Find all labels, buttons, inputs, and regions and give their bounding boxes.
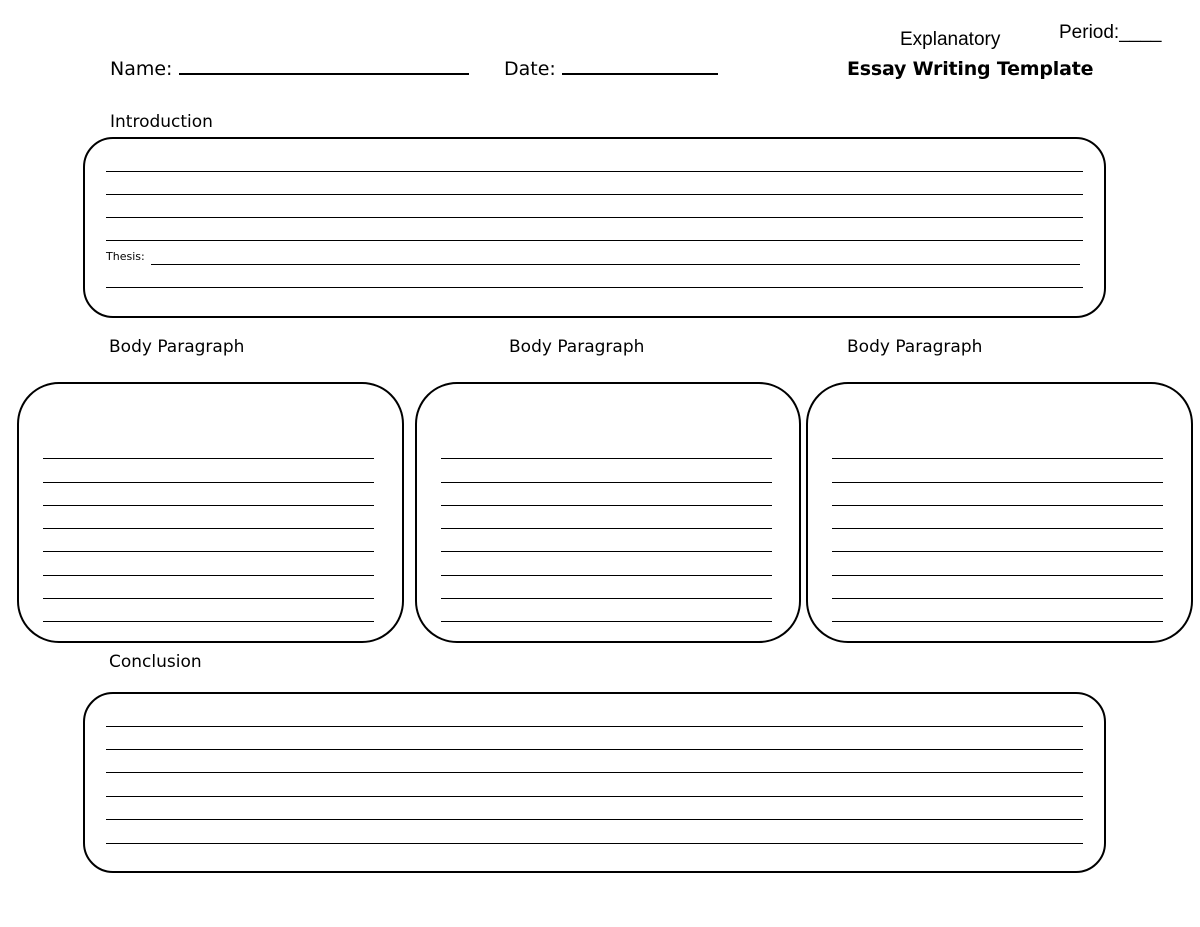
writing-line: [43, 575, 374, 576]
name-field: [110, 58, 469, 80]
body-paragraph-heading-3: Body Paragraph: [847, 337, 983, 357]
essay-type-label: Explanatory: [900, 29, 1001, 50]
writing-line: [106, 194, 1083, 195]
body-paragraph-box-3[interactable]: [806, 382, 1193, 643]
writing-line: [43, 482, 374, 483]
writing-line: [106, 843, 1083, 844]
writing-line: [106, 171, 1083, 172]
writing-line: [832, 575, 1163, 576]
introduction-box[interactable]: [83, 137, 1106, 318]
conclusion-box[interactable]: [83, 692, 1106, 873]
period-field[interactable]: Period:____: [1059, 22, 1162, 43]
name-label: Name:: [110, 58, 173, 80]
writing-line: [832, 505, 1163, 506]
writing-line: [441, 482, 772, 483]
date-blank[interactable]: [562, 72, 718, 75]
conclusion-heading: Conclusion: [109, 652, 202, 672]
body-paragraph-heading-1: Body Paragraph: [109, 337, 245, 357]
writing-line: [43, 505, 374, 506]
writing-line: [441, 598, 772, 599]
thesis-label: Thesis:: [106, 250, 145, 263]
writing-line: [441, 551, 772, 552]
writing-line: [441, 505, 772, 506]
writing-line: [106, 240, 1083, 241]
writing-line: [43, 458, 374, 459]
writing-line: [832, 458, 1163, 459]
writing-line: [832, 551, 1163, 552]
writing-line: [43, 598, 374, 599]
writing-line: [441, 528, 772, 529]
writing-line: [441, 575, 772, 576]
writing-line: [43, 621, 374, 622]
writing-line: [106, 287, 1083, 288]
writing-line: [106, 217, 1083, 218]
writing-line: [832, 621, 1163, 622]
date-label: Date:: [504, 58, 556, 80]
body-paragraph-heading-2: Body Paragraph: [509, 337, 645, 357]
writing-line: [832, 528, 1163, 529]
page-title: Essay Writing Template: [847, 58, 1094, 80]
writing-line: [43, 551, 374, 552]
writing-line: [832, 482, 1163, 483]
thesis-line: [151, 264, 1080, 265]
body-paragraph-box-1[interactable]: [17, 382, 404, 643]
name-blank[interactable]: [179, 72, 469, 75]
body-paragraph-box-2[interactable]: [415, 382, 801, 643]
writing-line: [441, 621, 772, 622]
writing-line: [106, 726, 1083, 727]
writing-line: [441, 458, 772, 459]
writing-line: [106, 796, 1083, 797]
writing-line: [832, 598, 1163, 599]
writing-line: [106, 772, 1083, 773]
writing-line: [43, 528, 374, 529]
introduction-heading: Introduction: [110, 112, 213, 132]
date-field: [504, 58, 718, 80]
writing-line: [106, 819, 1083, 820]
writing-line: [106, 749, 1083, 750]
